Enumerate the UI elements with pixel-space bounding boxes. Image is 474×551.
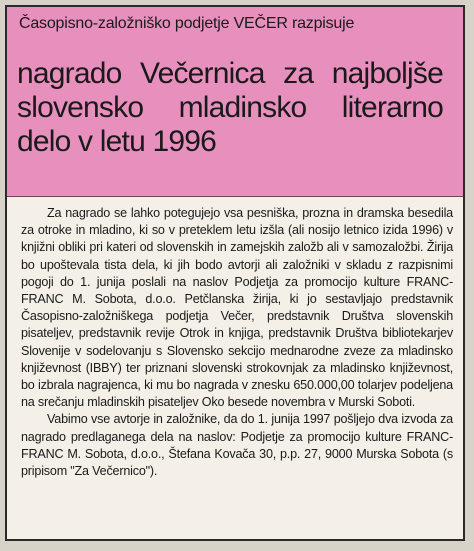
- headline: [17, 57, 455, 159]
- body-paragraph-1: Za nagrado se lahko potegujejo vsa pesniška, prozna in dramska besedila za otroke in mladino, ki so v preteklem letu izšla (ali nosijo letnico izida 1996) v knjižni obliki pri kateri od slovenskih in zamejskih založb ali v samozaložbi. Žirija bo upoštevala tista dela, ki jih bodo avtorji ali založniki v skladu z razpisnimi pogoji do 1. junija poslali na naslov Podjetja za promocijo kulture FRANC-FRANC M. Sobota, d.o.o. Petčlanska žirija, ki jo sestavljajo predstavnik Časopisno-založniškega podjetja Večer, predstavnik Društva slovenskih pisateljev, predstavnik revije Otrok in knjiga, predstavnik Društva bibliotekarjev Slovenije v sodelovanju s Slovensko sekcijo mednarodne zveze za mladinsko književnost (IBBY) ter priznani slovenski strokovnjak za mladinsko književnost, bo izbrala nagrajenca, ki mu bo nagrada v znesku 650.000,00 tolarjev podeljena na srečanju mladinskih pisateljev Oko besede novembra v Murski Soboti.: [21, 206, 453, 410]
- kicker-line: Časopisno-založniško podjetje VEČER razpisuje: [19, 15, 355, 32]
- headline-word: nagrado: [17, 57, 122, 90]
- headline-block: [7, 7, 463, 197]
- headline-word: mladinsko: [178, 91, 307, 124]
- newspaper-clipping: [5, 5, 465, 541]
- headline-word: Večernica: [140, 57, 265, 90]
- headline-word: najboljše: [331, 57, 443, 90]
- headline-word: za: [283, 57, 314, 90]
- body-paragraph-2: Vabimo vse avtorje in založnike, da do 1. junija 1997 pošljejo dva izvoda za nagrado predlaganega dela na naslov: Podjetje za promocijo kulture FRANC-FRANC M. Sobota, d.o.o., Štefana Kovača 30, p.p. 27, 9000 Murska Sobota (s pripisom "Za Večernico").: [21, 412, 453, 479]
- headline-line-3: delo v letu 1996: [17, 125, 217, 158]
- headline-line-2: [17, 91, 443, 125]
- headline-word: slovensko: [17, 91, 144, 124]
- headline-word: literarno: [341, 91, 443, 124]
- headline-line-1: [17, 57, 443, 91]
- article-body: [7, 197, 463, 480]
